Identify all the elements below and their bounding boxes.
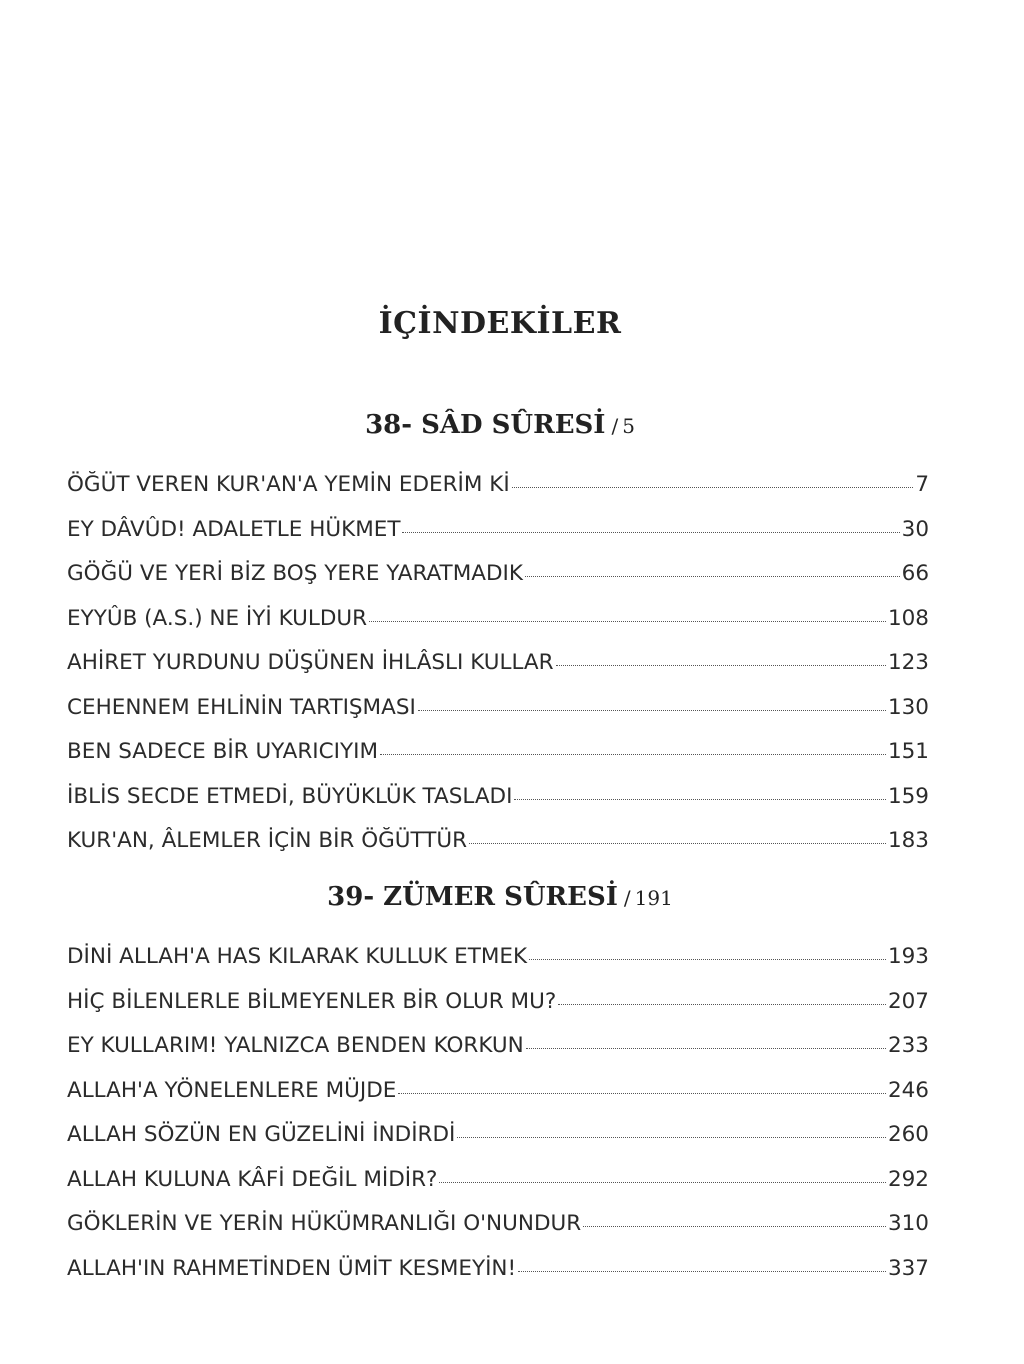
toc-entry-title: KUR'AN, ÂLEMLER İÇİN BİR ÖĞÜTTÜR [67, 828, 468, 853]
toc-entry-title: CEHENNEM EHLİNİN TARTIŞMASI [67, 694, 416, 720]
toc-entry [67, 1122, 929, 1167]
toc-entry-page: 207 [887, 988, 929, 1014]
toc-entry-page: 183 [887, 828, 929, 853]
toc-list [67, 472, 929, 873]
toc-entry [67, 472, 929, 517]
toc-entry-page: 233 [887, 1033, 929, 1058]
dot-leader [380, 754, 886, 755]
toc-entry-title: GÖKLERİN VE YERİN HÜKÜMRANLIĞI O'NUNDUR [67, 1211, 582, 1236]
section-page-number: 5 [622, 414, 635, 438]
toc-entry-title: BEN SADECE BİR UYARICIYIM [67, 739, 379, 764]
dot-leader [398, 1093, 886, 1094]
toc-entry-page: 108 [887, 605, 929, 631]
section-heading [0, 410, 1000, 440]
dot-leader [556, 665, 886, 666]
toc-entry [67, 606, 929, 651]
section-name: 39- ZÜMER SÛRESİ [327, 882, 618, 912]
toc-entry-page: 30 [901, 516, 929, 542]
dot-leader [512, 487, 914, 488]
toc-entry [67, 1256, 929, 1301]
toc-entry [67, 828, 929, 873]
section-name: 38- SÂD SÛRESİ [365, 410, 606, 440]
toc-entry [67, 1033, 929, 1078]
dot-leader [529, 959, 886, 960]
toc-entry-title: EY DÂVÛD! ADALETLE HÜKMET [67, 516, 401, 542]
toc-entry-title: HİÇ BİLENLERLE BİLMEYENLER BİR OLUR MU? [67, 988, 557, 1014]
toc-entry-title: GÖĞÜ VE YERİ BİZ BOŞ YERE YARATMADIK [67, 561, 523, 586]
toc-entry-title: DİNİ ALLAH'A HAS KILARAK KULLUK ETMEK [67, 944, 528, 969]
section-separator: / [611, 414, 619, 438]
dot-leader [469, 843, 886, 844]
dot-leader [525, 576, 900, 577]
section-heading [0, 882, 1000, 912]
toc-entry [67, 1211, 929, 1256]
dot-leader [558, 1004, 886, 1005]
toc-entry [67, 1167, 929, 1212]
dot-leader [418, 710, 886, 711]
toc-entry-title: ALLAH'A YÖNELENLERE MÜJDE [67, 1077, 397, 1103]
toc-entry-title: AHİRET YURDUNU DÜŞÜNEN İHLÂSLI KULLAR [67, 650, 554, 675]
dot-leader [514, 799, 886, 800]
toc-entry-page: 337 [887, 1255, 929, 1281]
toc-entry-page: 246 [887, 1077, 929, 1103]
toc-entry-title: ÖĞÜT VEREN KUR'AN'A YEMİN EDERİM Kİ [67, 472, 510, 497]
toc-entry [67, 695, 929, 740]
toc-entry [67, 944, 929, 989]
toc-entry [67, 517, 929, 562]
toc-entry-page: 193 [887, 944, 929, 969]
toc-entry-page: 7 [915, 472, 929, 497]
dot-leader [526, 1048, 886, 1049]
toc-entry [67, 561, 929, 606]
toc-entry-title: EYYÛB (A.S.) NE İYİ KULDUR [67, 605, 368, 631]
dot-leader [439, 1182, 885, 1183]
toc-entry-page: 260 [887, 1122, 929, 1147]
toc-entry-page: 310 [887, 1211, 929, 1236]
toc-entry-page: 159 [887, 783, 929, 809]
toc-list [67, 944, 929, 1300]
toc-entry-title: ALLAH KULUNA KÂFİ DEĞİL MİDİR? [67, 1166, 438, 1192]
dot-leader [457, 1137, 886, 1138]
toc-entry [67, 989, 929, 1034]
toc-entry [67, 650, 929, 695]
toc-entry-page: 66 [901, 561, 929, 586]
toc-entry-title: ALLAH SÖZÜN EN GÜZELİNİ İNDİRDİ [67, 1122, 456, 1147]
toc-entry-title: EY KULLARIM! YALNIZCA BENDEN KORKUN [67, 1033, 524, 1058]
dot-leader [369, 621, 886, 622]
dot-leader [402, 532, 899, 533]
toc-entry-page: 151 [887, 739, 929, 764]
toc-entry-title: ALLAH'IN RAHMETİNDEN ÜMİT KESMEYİN! [67, 1255, 517, 1281]
dot-leader [518, 1271, 886, 1272]
toc-entry [67, 1078, 929, 1123]
toc-entry-page: 130 [887, 694, 929, 720]
page-title: İÇİNDEKİLER [378, 306, 622, 341]
toc-entry-title: İBLİS SECDE ETMEDİ, BÜYÜKLÜK TASLADI [67, 783, 513, 809]
dot-leader [583, 1226, 886, 1227]
toc-entry [67, 784, 929, 829]
toc-entry-page: 292 [887, 1166, 929, 1192]
section-page-number: 191 [634, 886, 673, 910]
toc-entry [67, 739, 929, 784]
toc-entry-page: 123 [887, 650, 929, 675]
section-separator: / [623, 886, 631, 910]
